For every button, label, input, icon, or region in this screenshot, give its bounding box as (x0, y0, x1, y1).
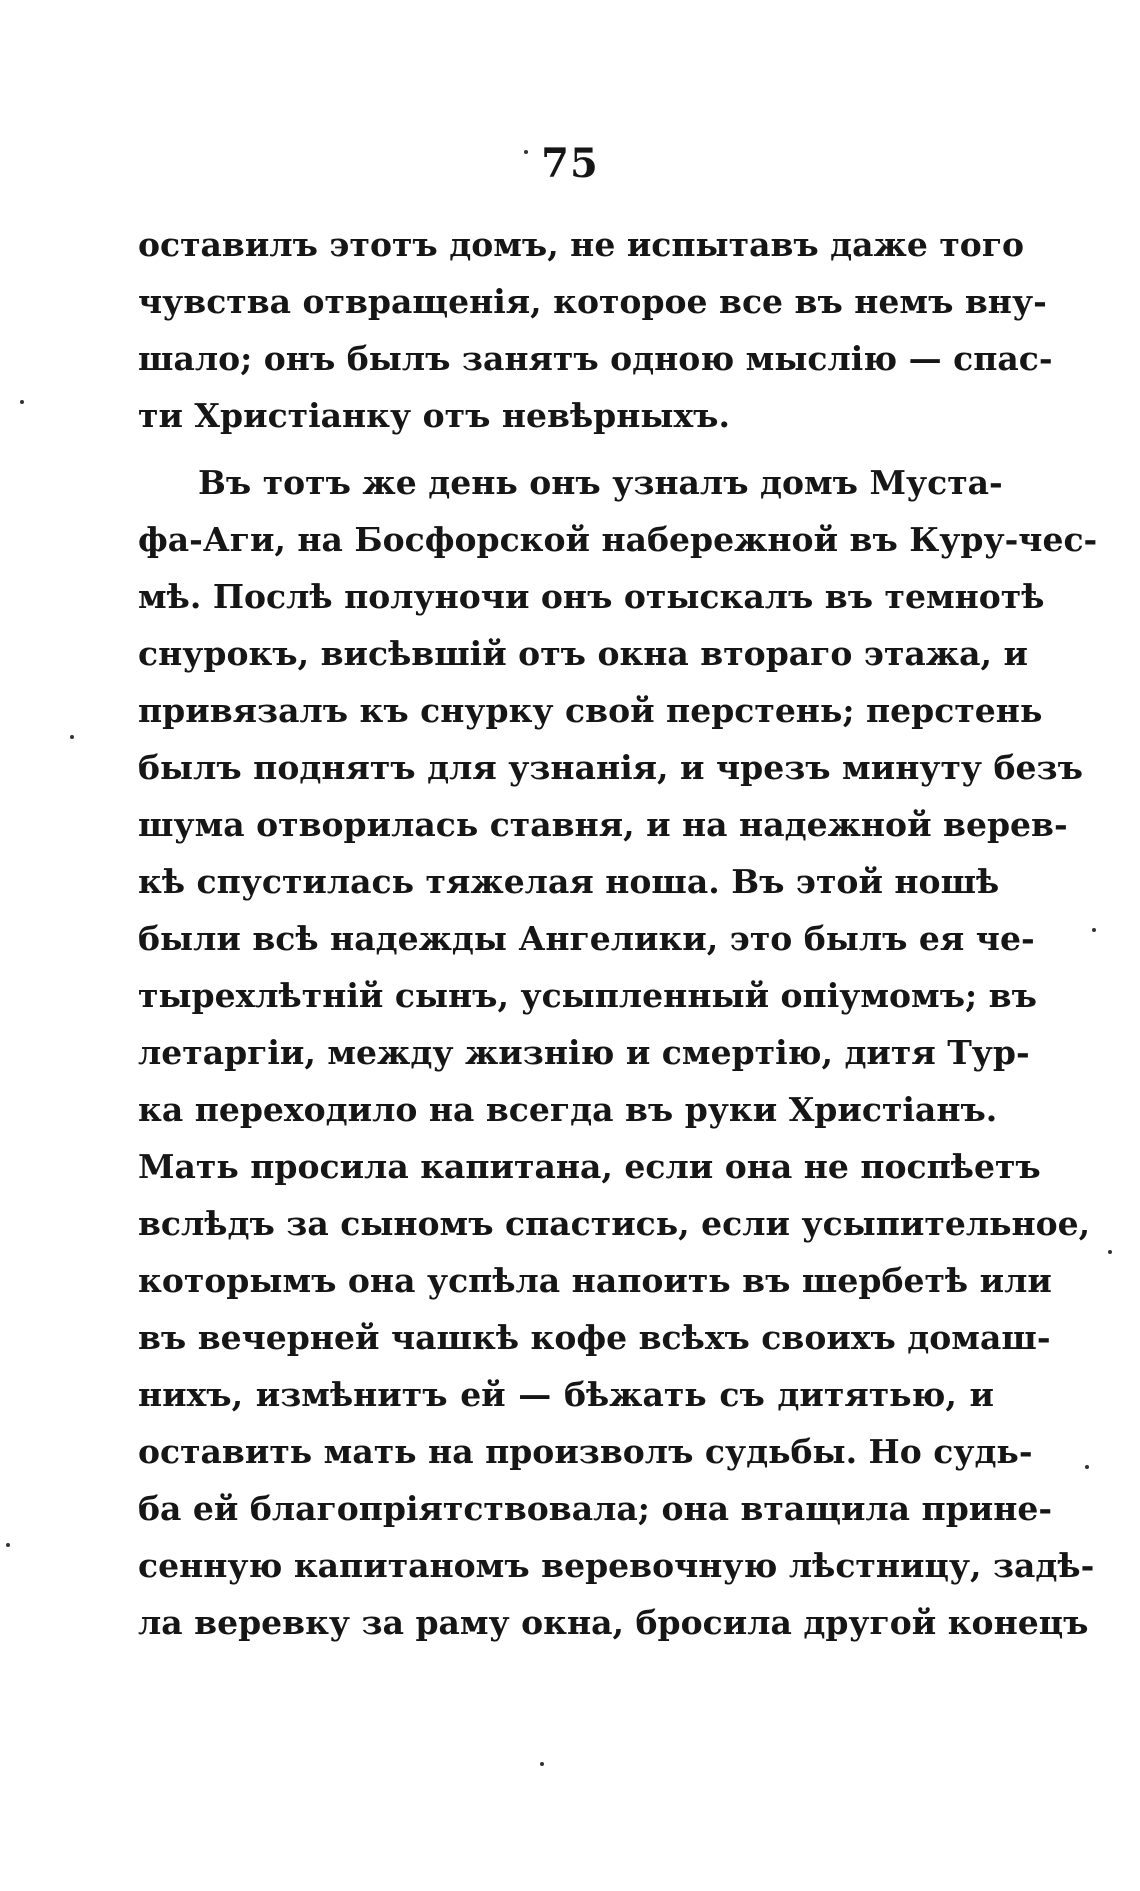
text-line: снурокъ, висѣвшій отъ окна втораго этажа, и (138, 634, 1028, 673)
text-line: ка переходило на всегда въ руки Христіанъ. (138, 1090, 998, 1129)
print-speck (1108, 1250, 1112, 1254)
print-speck (20, 400, 24, 404)
print-speck (540, 1762, 544, 1766)
text-line: летаргіи, между жизнію и смертію, дитя Тур- (138, 1033, 1030, 1072)
body-text (138, 216, 1098, 1651)
print-speck (524, 150, 528, 154)
text-line: вслѣдъ за сыномъ спастись, если усыпительное, (138, 1204, 1091, 1243)
text-line: нихъ, измѣнитъ ей — бѣжать съ дитятью, и (138, 1375, 994, 1414)
text-line: чувства отвращенія, которое все въ немъ вну- (138, 282, 1047, 321)
text-line: были всѣ надежды Ангелики, это былъ ея че- (138, 919, 1035, 958)
text-line: мѣ. Послѣ полуночи онъ отыскалъ въ темнотѣ (138, 577, 1045, 616)
paragraph-2 (138, 454, 1098, 1651)
text-line: Въ тотъ же день онъ узналъ домъ Мустa- (198, 463, 1003, 502)
paragraph-1 (138, 216, 1053, 444)
text-line: оставилъ этотъ домъ, не испытавъ даже того (138, 225, 1025, 264)
text-line: оставить мать на произволъ судьбы. Но судь- (138, 1432, 1033, 1471)
text-line: былъ поднятъ для узнанія, и чрезъ минуту безъ (138, 748, 1083, 787)
print-speck (6, 1543, 10, 1547)
text-line: тырехлѣтній сынъ, усыпленный опіумомъ; въ (138, 976, 1037, 1015)
text-line: шало; онъ былъ занятъ одною мыслію — спас- (138, 339, 1053, 378)
print-speck (1092, 928, 1096, 932)
text-line: Мать просила капитана, если она не поспѣетъ (138, 1147, 1041, 1186)
text-line: фа-Аги, на Босфорской набережной въ Куру-чес- (138, 520, 1098, 559)
print-speck (1085, 1465, 1089, 1469)
text-line: шума отворилась ставня, и на надежной верев- (138, 805, 1068, 844)
print-speck (70, 735, 74, 739)
text-line: ла веревку за раму окна, бросила другой конецъ (138, 1603, 1089, 1642)
text-line: ти Христіанку отъ невѣрныхъ. (138, 396, 730, 435)
text-line: привязалъ къ снурку свой перстень; перстень (138, 691, 1043, 730)
text-line: кѣ спустилась тяжелая ноша. Въ этой ношѣ (138, 862, 1000, 901)
text-line: въ вечерней чашкѣ кофе всѣхъ своихъ домаш- (138, 1318, 1051, 1357)
text-line: которымъ она успѣла напоить въ шербетѣ или (138, 1261, 1052, 1300)
text-line: сенную капитаномъ веревочную лѣстницу, задѣ- (138, 1546, 1095, 1585)
paragraph-gap (138, 444, 994, 454)
text-line: ба ей благопріятствовала; она втащила прине- (138, 1489, 1053, 1528)
page-number: 75 (541, 140, 599, 187)
